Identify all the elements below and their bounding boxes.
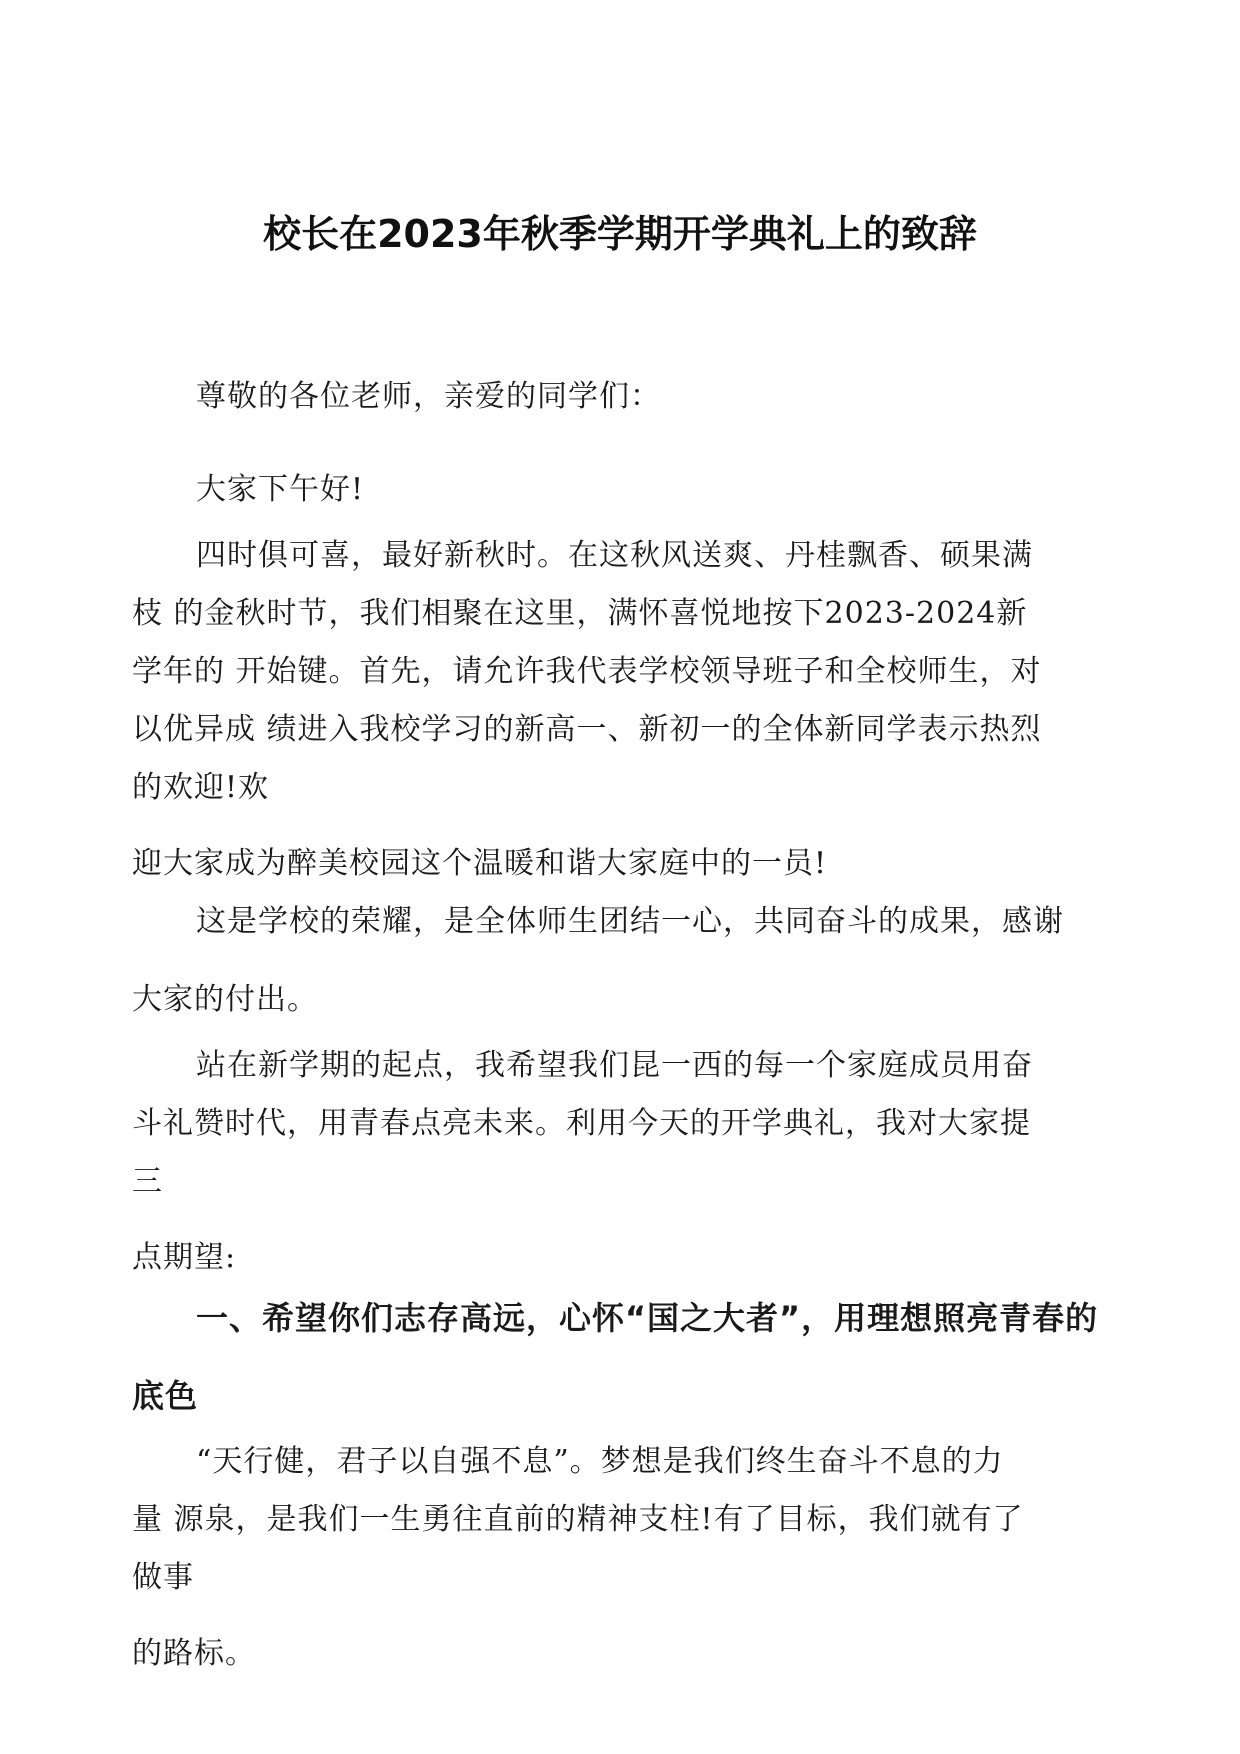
document-title: 校长在2023年秋季学期开学典礼上的致辞 (263, 212, 977, 256)
paragraph-line: 以优异成 绩进入我校学习的新高一、新初一的全体新同学表示热烈 (132, 712, 1042, 747)
paragraph-line: 迎大家成为醉美校园这个温暖和谐大家庭中的一员! (132, 846, 828, 881)
paragraph-line: 三 (132, 1164, 163, 1199)
paragraph-line: 点期望: (132, 1240, 237, 1275)
paragraph-line: 学年的 开始键。首先，请允许我代表学校领导班子和全校师生，对 (132, 654, 1042, 689)
salutation: 尊敬的各位老师，亲爱的同学们： (196, 379, 661, 414)
paragraph-line: 的欢迎!欢 (132, 770, 270, 805)
paragraph-line: 的路标。 (132, 1636, 256, 1671)
section-heading: 底色 (132, 1377, 199, 1415)
paragraph-line: 斗礼赞时代，用青春点亮未来。利用今天的开学典礼，我对大家提 (132, 1106, 1031, 1141)
paragraph-line: 量 源泉，是我们一生勇往直前的精神支柱!有了目标，我们就有了 (132, 1502, 1024, 1537)
paragraph-line: 大家的付出。 (132, 982, 318, 1017)
section-heading: 一、希望你们志存高远，心怀“国之大者”，用理想照亮青春的 (196, 1299, 1099, 1337)
paragraph-line: 枝 的金秋时节，我们相聚在这里，满怀喜悦地按下2023-2024新 (132, 596, 1028, 631)
paragraph-line: “天行健，君子以自强不息”。梦想是我们终生奋斗不息的力 (196, 1444, 1004, 1479)
paragraph-line: 这是学校的荣耀，是全体师生团结一心，共同奋斗的成果，感谢 (196, 904, 1064, 939)
greeting: 大家下午好! (196, 472, 365, 507)
paragraph-line: 做事 (132, 1560, 194, 1595)
paragraph-line: 四时俱可喜，最好新秋时。在这秋风送爽、丹桂飘香、硕果满 (196, 538, 1033, 573)
paragraph-line: 站在新学期的起点，我希望我们昆一西的每一个家庭成员用奋 (196, 1048, 1033, 1083)
